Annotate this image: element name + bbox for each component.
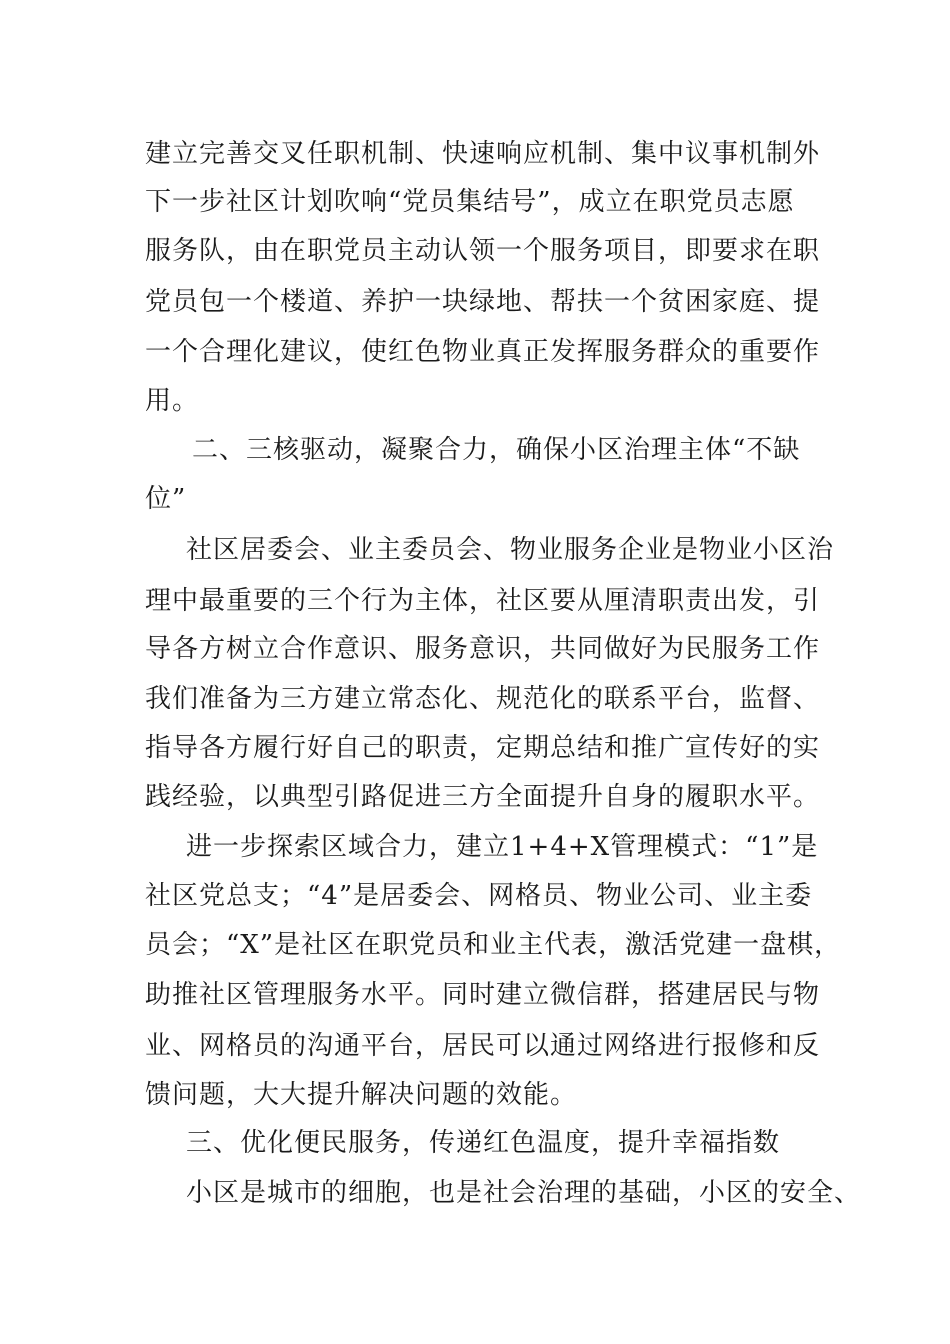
- section-heading: 二、三核驱动，凝聚合力，确保小区治理主体“不缺: [192, 435, 801, 465]
- section-heading-continued: 位”: [145, 484, 187, 514]
- text-line: 用。: [145, 386, 200, 416]
- text-line: 小区是城市的细胞，也是社会治理的基础，小区的安全、: [186, 1178, 862, 1208]
- text-line: 社区党总支；“4”是居委会、网格员、物业公司、业主委: [145, 881, 813, 911]
- section-heading: 三、优化便民服务，传递红色温度，提升幸福指数: [186, 1128, 781, 1158]
- text-line: 理中最重要的三个行为主体，社区要从厘清职责出发，引: [145, 586, 821, 616]
- text-line: 践经验，以典型引路促进三方全面提升自身的履职水平。: [145, 782, 821, 812]
- text-line: 建立完善交叉任职机制、快速响应机制、集中议事机制外: [145, 139, 821, 169]
- text-line: 一个合理化建议，使红色物业真正发挥服务群众的重要作: [145, 337, 821, 367]
- text-line: 馈问题，大大提升解决问题的效能。: [145, 1080, 578, 1110]
- text-line: 党员包一个楼道、养护一块绿地、帮扶一个贫困家庭、提: [145, 287, 821, 317]
- text-line: 进一步探索区域合力，建立1+4+X管理模式：“1”是: [186, 832, 819, 862]
- text-line: 业、网格员的沟通平台，居民可以通过网络进行报修和反: [145, 1031, 821, 1061]
- text-line: 下一步社区计划吹响“党员集结号”，成立在职党员志愿: [145, 187, 795, 217]
- text-line: 员会；“X”是社区在职党员和业主代表，激活党建一盘棋，: [145, 930, 842, 960]
- text-line: 服务队，由在职党员主动认领一个服务项目，即要求在职: [145, 236, 821, 266]
- text-line: 社区居委会、业主委员会、物业服务企业是物业小区治: [186, 535, 835, 565]
- text-line: 指导各方履行好自己的职责，定期总结和推广宣传好的实: [145, 733, 821, 763]
- text-line: 助推社区管理服务水平。同时建立微信群，搭建居民与物: [145, 980, 821, 1010]
- text-line: 我们准备为三方建立常态化、规范化的联系平台，监督、: [145, 684, 821, 714]
- text-line: 导各方树立合作意识、服务意识，共同做好为民服务工作: [145, 634, 821, 664]
